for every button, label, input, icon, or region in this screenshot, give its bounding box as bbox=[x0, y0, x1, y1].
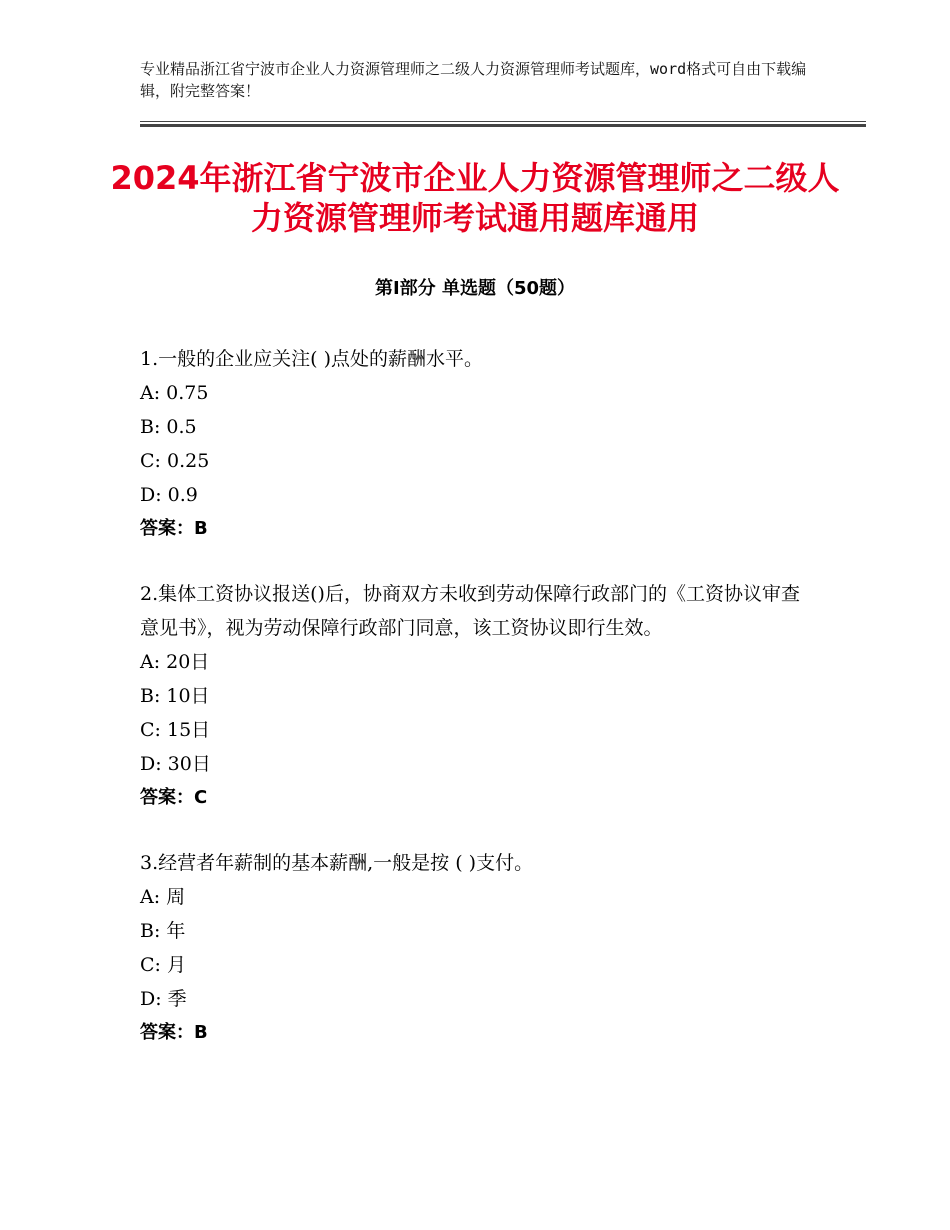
option-b: B: 0.5 bbox=[140, 416, 197, 438]
option-b: B: 年 bbox=[140, 920, 186, 942]
option-c: C: 15日 bbox=[140, 719, 211, 741]
header-note: 专业精品浙江省宁波市企业人力资源管理师之二级人力资源管理师考试题库，word格式可自由下载编辑，附完整答案！ bbox=[140, 60, 807, 100]
section-heading: 第Ⅰ部分 单选题（50题） bbox=[374, 278, 575, 299]
document-title: 2024年浙江省宁波市企业人力资源管理师之二级人力资源管理师考试通用题库通用 bbox=[110, 159, 840, 237]
question-1 bbox=[140, 342, 810, 546]
header-divider-thick bbox=[140, 124, 866, 127]
answer: 答案：C bbox=[140, 787, 208, 808]
question-3 bbox=[140, 846, 810, 1050]
answer: 答案：B bbox=[140, 518, 208, 539]
option-a: A: 0.75 bbox=[140, 382, 209, 404]
option-b: B: 10日 bbox=[140, 685, 210, 707]
question-list bbox=[140, 342, 810, 1081]
answer: 答案：B bbox=[140, 1022, 208, 1043]
question-2 bbox=[140, 577, 810, 815]
option-d: D: 0.9 bbox=[140, 484, 198, 506]
option-c: C: 月 bbox=[140, 954, 186, 976]
option-a: A: 周 bbox=[140, 886, 186, 908]
option-d: D: 季 bbox=[140, 988, 187, 1010]
option-d: D: 30日 bbox=[140, 753, 211, 775]
question-text: 2.集体工资协议报送()后，协商双方未收到劳动保障行政部门的《工资协议审查意见书》，视为劳动保障行政部门同意，该工资协议即行生效。 bbox=[140, 583, 800, 639]
question-text: 1.一般的企业应关注( )点处的薪酬水平。 bbox=[140, 348, 483, 370]
option-a: A: 20日 bbox=[140, 651, 210, 673]
header-divider-thin bbox=[140, 121, 866, 122]
question-text: 3.经营者年薪制的基本薪酬,一般是按 ( )支付。 bbox=[140, 852, 534, 874]
option-c: C: 0.25 bbox=[140, 450, 210, 472]
